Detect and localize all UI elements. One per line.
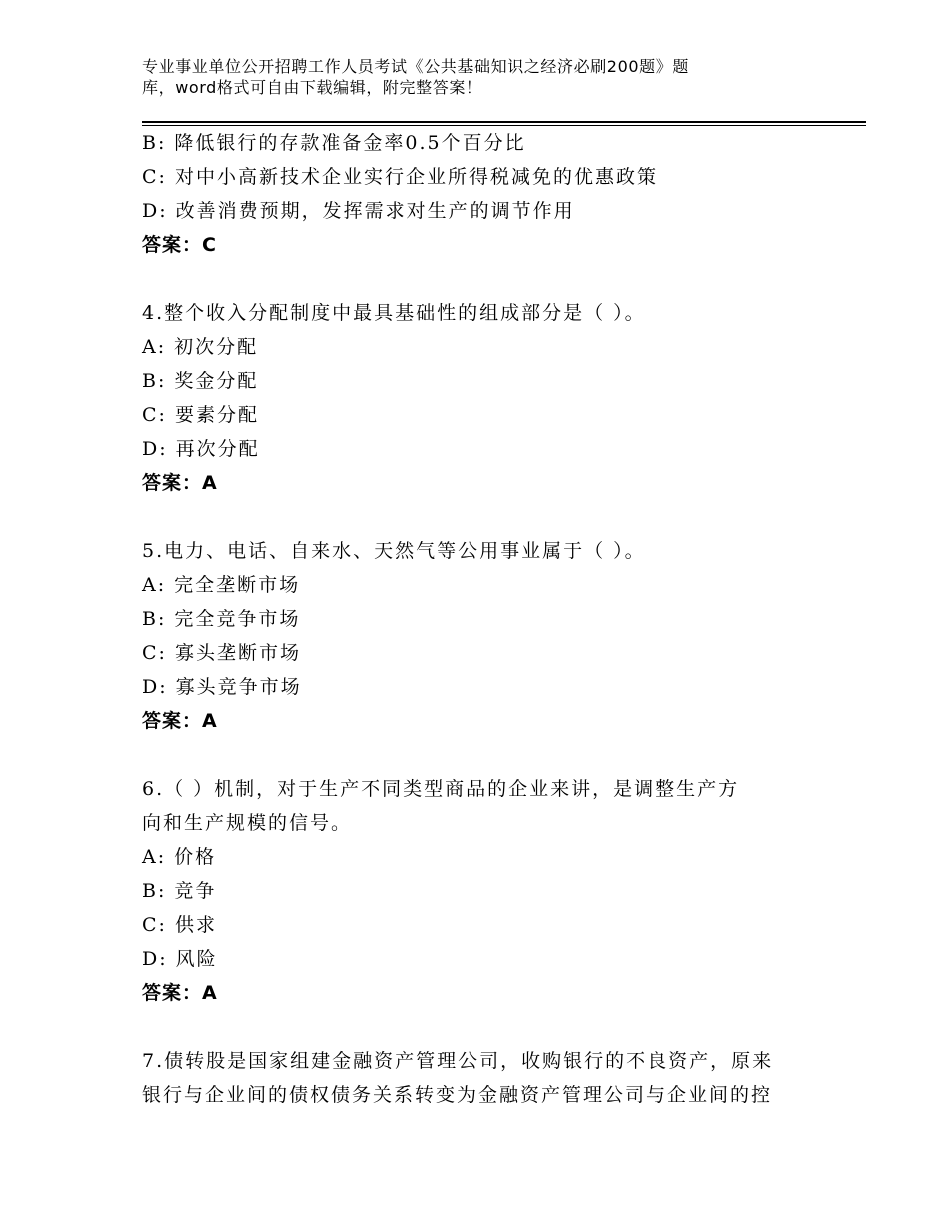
question-stem: 4.整个收入分配制度中最具基础性的组成部分是（ ）。 <box>142 302 646 324</box>
option-b: B: 竞争 <box>142 880 217 902</box>
question-stem-line-2: 银行与企业间的债权债务关系转变为金融资产管理公司与企业间的控 <box>142 1084 773 1106</box>
question-3-tail <box>142 126 802 262</box>
answer: 答案：A <box>142 710 218 732</box>
option-a: A: 价格 <box>142 846 217 868</box>
option-a: A: 完全垄断市场 <box>142 574 301 596</box>
option-d: D: 寡头竞争市场 <box>142 676 302 698</box>
page-header <box>142 56 862 98</box>
spacer <box>142 1010 802 1044</box>
answer: 答案：A <box>142 472 218 494</box>
option-c: C: 对中小高新技术企业实行企业所得税减免的优惠政策 <box>142 166 658 188</box>
spacer <box>142 500 802 534</box>
header-title-line-2: 库，word格式可自由下载编辑，附完整答案！ <box>142 78 483 97</box>
spacer <box>142 262 802 296</box>
question-stem-line-2: 向和生产规模的信号。 <box>142 812 353 834</box>
spacer <box>142 738 802 772</box>
option-c: C: 要素分配 <box>142 404 259 426</box>
answer: 答案：C <box>142 234 217 256</box>
answer: 答案：A <box>142 982 218 1004</box>
question-5 <box>142 534 802 738</box>
option-d: D: 改善消费预期，发挥需求对生产的调节作用 <box>142 200 575 222</box>
question-7 <box>142 1044 802 1112</box>
header-rule-thick <box>142 121 866 123</box>
document-body <box>142 126 802 1112</box>
option-b: B: 奖金分配 <box>142 370 259 392</box>
option-d: D: 风险 <box>142 948 218 970</box>
question-6 <box>142 772 802 1010</box>
option-a: A: 初次分配 <box>142 336 259 358</box>
option-b: B: 完全竞争市场 <box>142 608 301 630</box>
option-c: C: 寡头垄断市场 <box>142 642 301 664</box>
question-stem-line-1: 7.债转股是国家组建金融资产管理公司，收购银行的不良资产，原来 <box>142 1050 774 1072</box>
option-b: B: 降低银行的存款准备金率0.5个百分比 <box>142 132 526 154</box>
question-stem: 5.电力、电话、自来水、天然气等公用事业属于（ ）。 <box>142 540 646 562</box>
header-title-line-1: 专业事业单位公开招聘工作人员考试《公共基础知识之经济必刷200题》题 <box>142 57 689 76</box>
question-4 <box>142 296 802 500</box>
question-stem-line-1: 6.（ ）机制，对于生产不同类型商品的企业来讲，是调整生产方 <box>142 778 740 800</box>
option-c: C: 供求 <box>142 914 217 936</box>
option-d: D: 再次分配 <box>142 438 260 460</box>
